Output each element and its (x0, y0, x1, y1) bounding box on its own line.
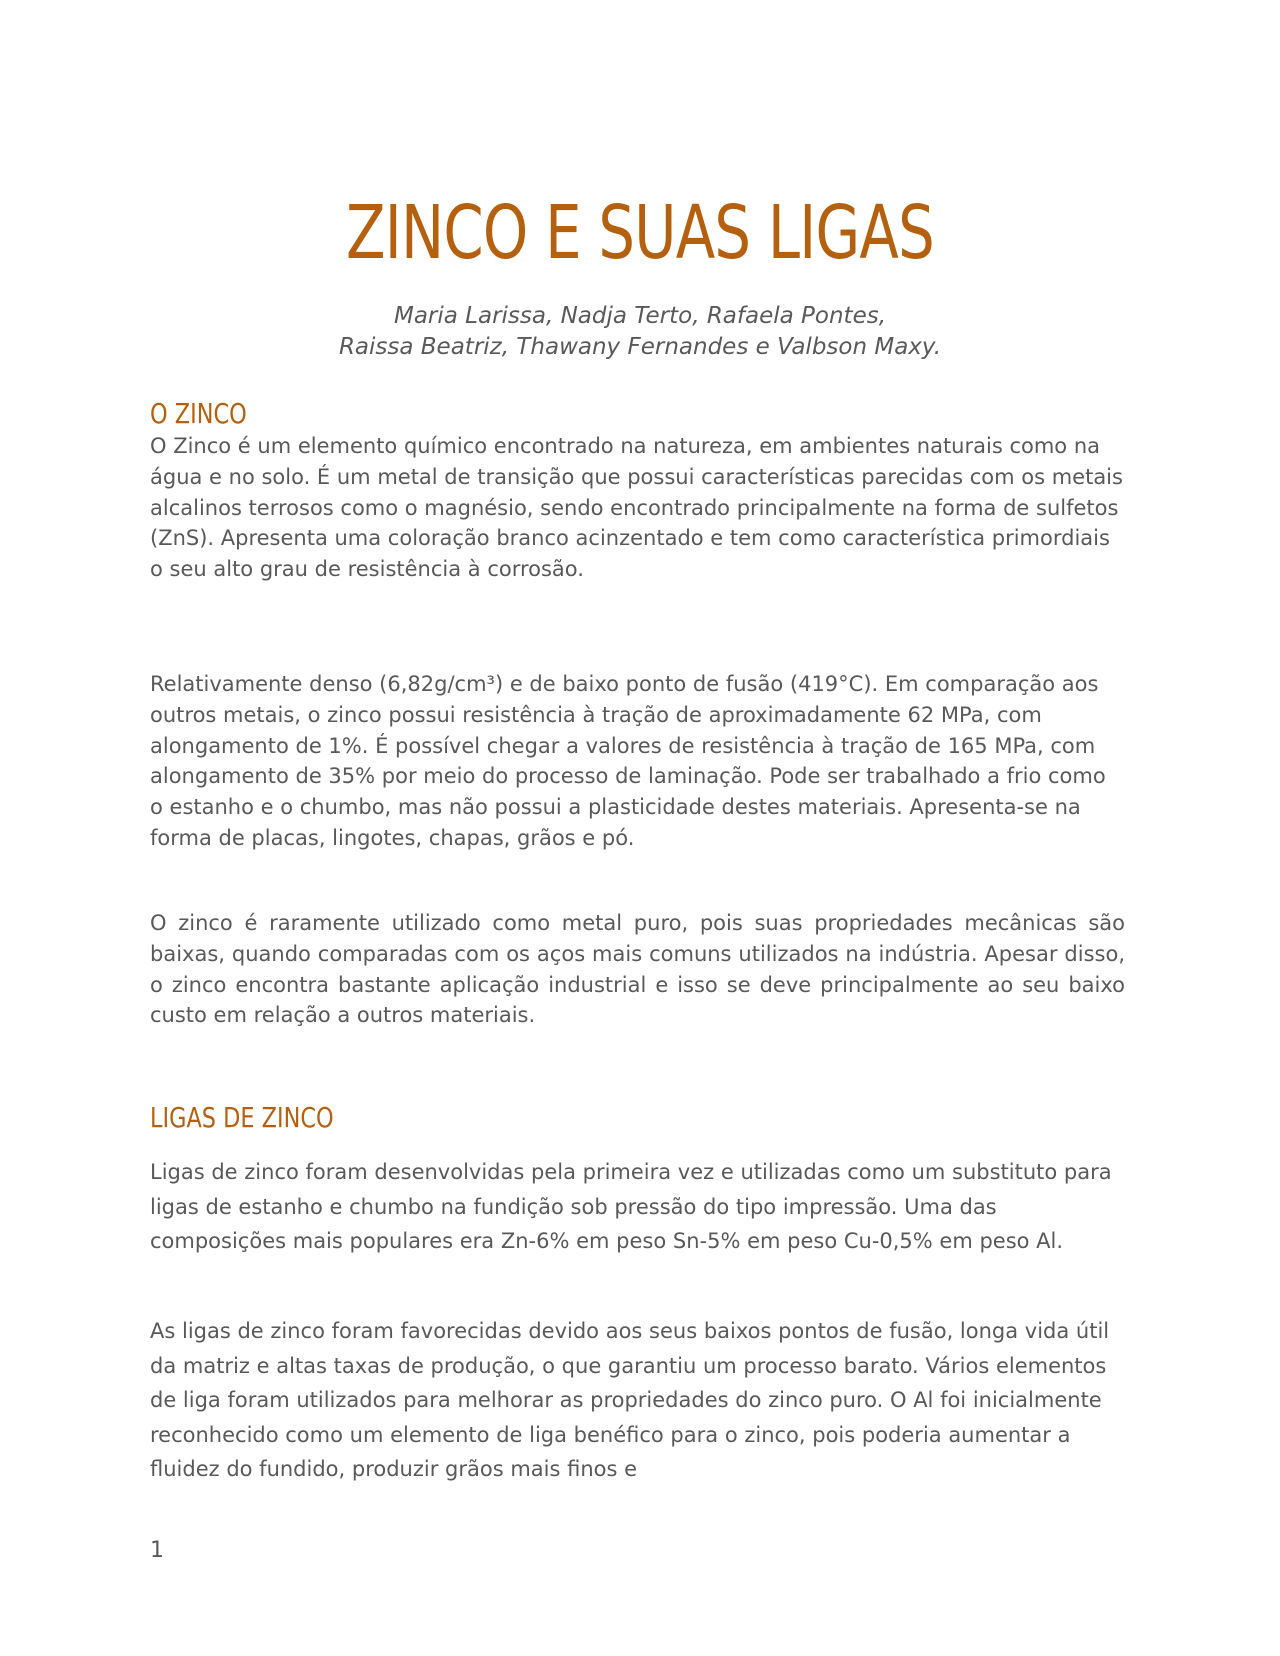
paragraph-zinco-usage: O zinco é raramente utilizado como metal puro, pois suas propriedades mecânicas são baixas, quando comparadas com os aços mais comuns utilizados na indústria. Apesar disso, o zinco encontra bastante aplicação industrial e isso se deve principalmente ao seu baixo custo em relação a outros materiais. (150, 911, 1125, 1028)
document-title: ZINCO E SUAS LIGAS (346, 190, 934, 276)
paragraph-ligas-history: Ligas de zinco foram desenvolvidas pela primeira vez e utilizadas como um substituto para ligas de estanho e chumbo na fundição sob pressão do tipo impressão. Uma das composições mais populares era Zn-6% em peso Sn-5% em peso Cu-0,5% em peso Al. (150, 1160, 1112, 1253)
authors-line-1: Maria Larissa, Nadja Terto, Rafaela Pontes, (393, 303, 887, 329)
authors-line-2: Raissa Beatriz, Thawany Fernandes e Valbson Maxy. (338, 334, 942, 360)
page-number: 1 (150, 1538, 164, 1563)
section-heading-o-zinco: O ZINCO (150, 397, 247, 430)
authors (0, 301, 1280, 363)
paragraph-zinco-intro: O Zinco é um elemento químico encontrado na natureza, em ambientes naturais como na água e no solo. É um metal de transição que possui características parecidas com os metais alcalinos terrosos como o magnésio, sendo encontrado principalmente na forma de sulfetos (ZnS). Apresenta uma coloração branco acinzentado e tem como característica primordiais o seu alto grau de resistência à corrosão. (150, 434, 1123, 582)
paragraph-ligas-advantages: As ligas de zinco foram favorecidas devido aos seus baixos pontos de fusão, longa vida útil da matriz e altas taxas de produção, o que garantiu um processo barato. Vários elementos de liga foram utilizados para melhorar as propriedades do zinco puro. O Al foi inicialmente reconhecido como um elemento de liga benéfico para o zinco, pois poderia aumentar a fluidez do fundido, produzir grãos mais finos e (150, 1319, 1110, 1481)
paragraph-zinco-properties: Relativamente denso (6,82g/cm³) e de baixo ponto de fusão (419°C). Em comparação aos outros metais, o zinco possui resistência à tração de aproximadamente 62 MPa, com alongamento de 1%. É possível chegar a valores de resistência à tração de 165 MPa, com alongamento de 35% por meio do processo de laminação. Pode ser trabalhado a frio como o estanho e o chumbo, mas não possui a plasticidade destes materiais. Apresenta-se na forma de placas, lingotes, chapas, grãos e pó. (150, 672, 1106, 850)
section-heading-ligas-de-zinco: LIGAS DE ZINCO (150, 1101, 334, 1134)
